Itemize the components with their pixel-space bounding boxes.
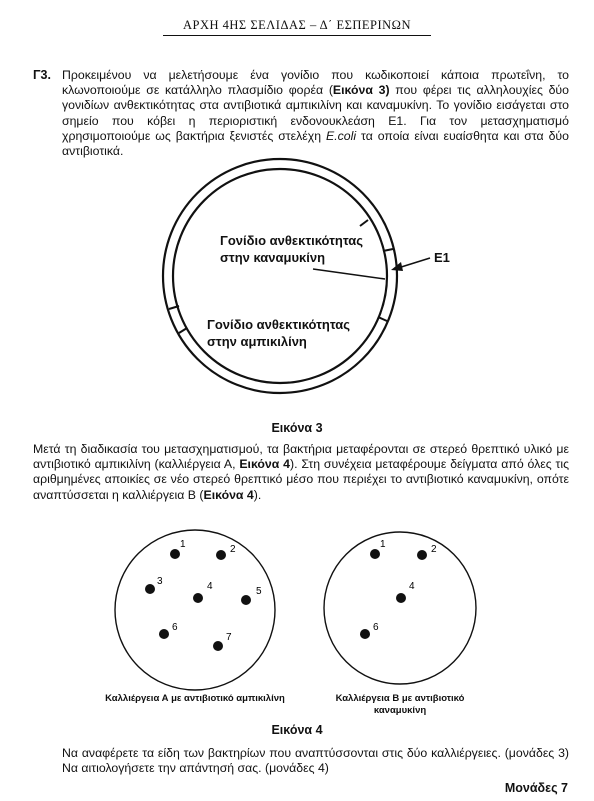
- figure-4-caption: Εικόνα 4: [271, 723, 323, 737]
- marks-total: Μονάδες 7: [504, 781, 568, 795]
- colony-a-3-label: 3: [157, 576, 163, 587]
- colony-b-6-label: 6: [373, 622, 379, 633]
- question-paragraph-2: Μετά τη διαδικασία του μετασχηματισμού, τα βακτήρια μεταφέρονται σε στερεό θρεπτικό υλικό με αντιβιοτικό αμπικιλίνη (καλλιέργεια Α, Εικόνα 4). Στη συνέχεια μεταφέρουμε δείγματα από όλες τις αριθμημένες αποικίες σε νέο στερεό θρεπτικό μέσο που περιέχει το αντιβιοτικό καναμυκίνη, οπότε αναπτύσσεται η καλλιέργεια Β (Εικόνα 4).: [33, 442, 569, 502]
- colony-b-4-label: 4: [409, 581, 415, 592]
- colony-a-1: [170, 549, 180, 559]
- question-paragraph-3: Να αναφέρετε τα είδη των βακτηρίων που αναπτύσσονται στις δύο καλλιέργειες. (μονάδες 3) Να αιτιολογήσετε την απάντησή σας. (μονάδες 4): [62, 746, 569, 776]
- colony-a-4: [193, 593, 203, 603]
- colony-a-1-label: 1: [180, 539, 186, 550]
- colony-b-1-label: 1: [380, 539, 386, 550]
- colony-a-7: [213, 641, 223, 651]
- page-header: ΑΡΧΗ 4ΗΣ ΣΕΛΙΔΑΣ – Δ΄ ΕΣΠΕΡΙΝΩΝ: [183, 18, 411, 32]
- colony-a-4-label: 4: [207, 581, 213, 592]
- dish-b: [324, 532, 476, 684]
- dish-b-colonies: [360, 539, 437, 639]
- question-paragraph-1: Προκειμένου να μελετήσουμε ένα γονίδιο που κωδικοποιεί κάποια πρωτεΐνη, το κλωνοποιούμε σε κατάλληλο πλασμίδιο φορέα (Εικόνα 3) που φέρει τις αλληλουχίες δύο γονιδίων ανθεκτικότητας στα αντιβιοτικά αμπικιλίνη και καναμυκίνη. Το γονίδιο εισάγεται στο σημείο που κόβει η περιοριστική ενδονουκλεάση E1. Για τον μετασχηματισμό χρησιμοποιούμε ως βακτήρια ξενιστές στελέχη E.coli τα οποία είναι ευαίσθητα και στα δύο αντιβιοτικά.: [62, 68, 569, 159]
- colony-a-5-label: 5: [256, 586, 262, 597]
- ampicillin-gene-label: Γονίδιο ανθεκτικότητας στην αμπικιλίνη: [207, 317, 351, 349]
- e1-site-label: E1: [434, 250, 450, 265]
- dish-a-colonies: [145, 539, 262, 651]
- colony-b-2: [417, 550, 427, 560]
- dish-b-caption: Καλλιέργεια Β με αντιβιοτικό καναμυκίνη: [335, 693, 465, 716]
- dish-a-caption: Καλλιέργεια Α με αντιβιοτικό αμπικιλίνη: [105, 693, 285, 704]
- question-label: Γ3.: [33, 68, 51, 82]
- colony-a-7-label: 7: [226, 632, 232, 643]
- colony-b-2-label: 2: [431, 544, 437, 555]
- colony-a-5: [241, 595, 251, 605]
- colony-a-6-label: 6: [172, 622, 178, 633]
- figure-3-caption: Εικόνα 3: [271, 421, 323, 435]
- colony-b-1: [370, 549, 380, 559]
- colony-a-3: [145, 584, 155, 594]
- colony-a-6: [159, 629, 169, 639]
- dish-a: [115, 530, 275, 690]
- colony-b-6: [360, 629, 370, 639]
- kanamycin-gene-label: Γονίδιο ανθεκτικότητας στην καναμυκίνη: [220, 233, 364, 265]
- colony-a-2: [216, 550, 226, 560]
- colony-a-2-label: 2: [230, 544, 236, 555]
- colony-b-4: [396, 593, 406, 603]
